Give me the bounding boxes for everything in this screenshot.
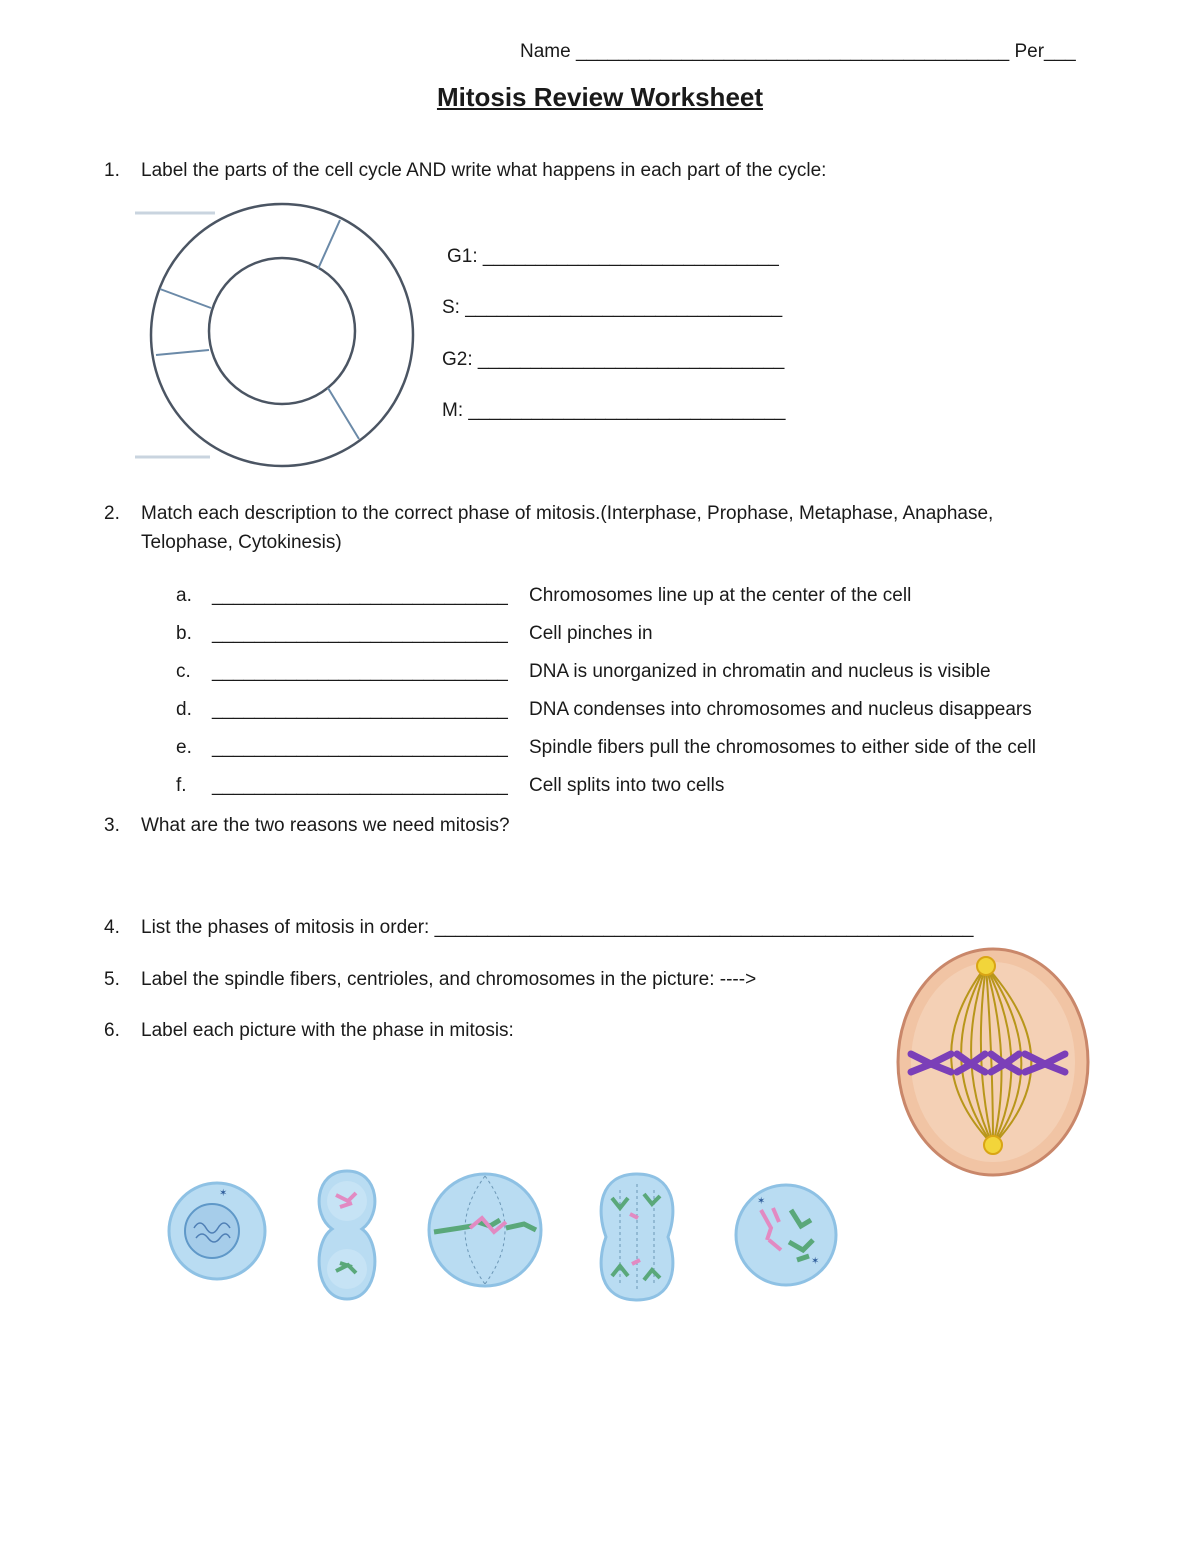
match-item-blank[interactable]: ____________________________	[212, 775, 508, 796]
q3-text: What are the two reasons we need mitosis?	[141, 815, 510, 836]
match-item-letter: a.	[176, 585, 192, 606]
q6-text: Label each picture with the phase in mitosis:	[141, 1020, 514, 1041]
match-item-letter: c.	[176, 661, 191, 682]
nucleus	[185, 1204, 239, 1258]
phase-picture-anaphase	[590, 1170, 685, 1305]
q4-text[interactable]: List the phases of mitosis in order: ___________________________________________________	[141, 917, 974, 938]
q4-number: 4.	[104, 917, 120, 938]
match-item-blank[interactable]: ____________________________	[212, 623, 508, 644]
q2-text-continued: Telophase, Cytokinesis)	[141, 532, 342, 553]
q3-number: 3.	[104, 815, 120, 836]
match-item-blank[interactable]: ____________________________	[212, 699, 508, 720]
cell-cycle-diagram	[130, 200, 430, 470]
phase-picture-prophase	[731, 1180, 841, 1290]
q5-number: 5.	[104, 969, 120, 990]
name-period-line[interactable]: Name _________________________________________ Per___	[520, 41, 1076, 62]
centriole-top	[977, 957, 995, 975]
match-item-description: Cell splits into two cells	[529, 775, 725, 796]
centrosome-star-icon: ✶	[219, 1188, 228, 1199]
match-item-blank[interactable]: ____________________________	[212, 737, 508, 758]
match-item-blank[interactable]: ____________________________	[212, 585, 508, 606]
cycle-divider	[318, 220, 340, 269]
cycle-divider	[328, 388, 359, 439]
inner-cycle-circle	[209, 258, 355, 404]
match-item-description: DNA condenses into chromosomes and nucleus disappears	[529, 699, 1032, 720]
page-title: Mitosis Review Worksheet	[436, 82, 764, 112]
phase-picture-cytokinesis	[302, 1167, 392, 1307]
q2-number: 2.	[104, 503, 120, 524]
outer-cycle-circle	[151, 204, 413, 466]
q1-number: 1.	[104, 160, 120, 181]
cycle-divider	[160, 289, 211, 308]
centrosome-star-icon: ✶	[811, 1256, 820, 1267]
g1-field[interactable]: G1: ____________________________	[447, 246, 779, 267]
centriole-bottom	[984, 1136, 1002, 1154]
match-item-description: DNA is unorganized in chromatin and nucleus is visible	[529, 661, 991, 682]
q5-text: Label the spindle fibers, centrioles, and chromosomes in the picture: ---->	[141, 969, 757, 990]
s-field[interactable]: S: ______________________________	[442, 297, 783, 318]
phase-picture-metaphase	[420, 1170, 550, 1290]
match-item-blank[interactable]: ____________________________	[212, 661, 508, 682]
match-item-description: Spindle fibers pull the chromosomes to either side of the cell	[529, 737, 1036, 758]
q1-text: Label the parts of the cell cycle AND write what happens in each part of the cycle:	[141, 160, 827, 181]
match-item-description: Cell pinches in	[529, 623, 653, 644]
metaphase-spindle-illustration	[893, 942, 1093, 1182]
q2-text: Match each description to the correct phase of mitosis.(Interphase, Prophase, Metaphase, Anaphase,	[141, 503, 994, 524]
cell-body	[736, 1185, 836, 1285]
g2-field[interactable]: G2: _____________________________	[442, 349, 785, 370]
m-field[interactable]: M: ______________________________	[442, 400, 786, 421]
match-item-letter: b.	[176, 623, 192, 644]
cycle-divider	[156, 350, 209, 355]
daughter-nucleus-bottom	[327, 1249, 367, 1289]
match-item-letter: d.	[176, 699, 192, 720]
centrosome-star-icon: ✶	[757, 1196, 766, 1207]
q6-number: 6.	[104, 1020, 120, 1041]
match-item-letter: f.	[176, 775, 187, 796]
match-item-letter: e.	[176, 737, 192, 758]
match-item-description: Chromosomes line up at the center of the cell	[529, 585, 912, 606]
phase-picture-interphase	[162, 1176, 272, 1286]
